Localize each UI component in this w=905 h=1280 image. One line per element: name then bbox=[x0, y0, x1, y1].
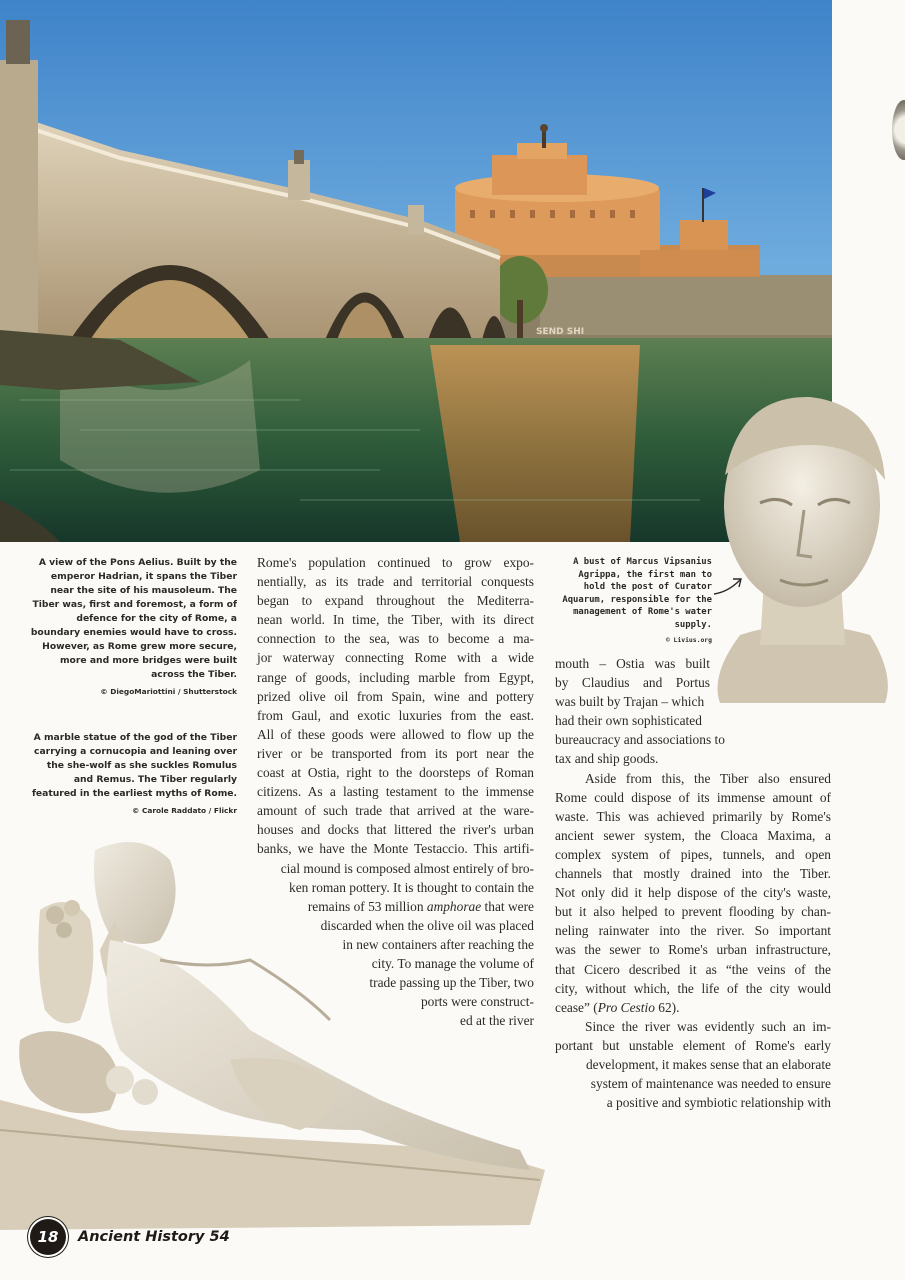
riverbank-graffiti: SEND SHI bbox=[536, 327, 585, 337]
text-line: Rome could dispose of its immense amount of bbox=[555, 789, 831, 805]
text-line: waste. This was achieved primarily by Rome's bbox=[555, 808, 831, 824]
text-line: neling rainwater into the river. So important bbox=[555, 923, 831, 939]
text-line: channels that mostly drained into the Tiber. bbox=[555, 866, 831, 882]
text-line: cial mound is composed almost entirely of bro- bbox=[280, 860, 534, 876]
flagpole bbox=[702, 188, 704, 222]
text-line: citizens. As a lasting testament to the immense bbox=[257, 784, 534, 800]
text-line: bureaucracy and associations to bbox=[555, 732, 725, 748]
text-line: was built by Trajan – which bbox=[555, 694, 705, 710]
text-line: nean world. In time, the Tiber, with its direct bbox=[257, 612, 534, 628]
coin-edge-image bbox=[892, 100, 905, 160]
caption-text: A bust of Marcus Vipsanius Agrippa, the first man to hold the post of Curator Aquarum, responsible for the management of Rome's water supply. bbox=[562, 557, 712, 630]
text-line: ed at the river bbox=[460, 1013, 534, 1029]
caption-text: A view of the Pons Aelius. Built by the emperor Hadrian, it spans the Tiber near the site of his mausoleum. The Tiber was, first and foremost, a form of defence for the city of Rome, a boundary enemies would have to cross. However, as Rome grew more secure, more and more bridges were built across the Tiber. bbox=[30, 557, 237, 680]
text-line: was the sewer to Rome's urban infrastructure, bbox=[555, 942, 831, 958]
page-footer bbox=[30, 1217, 230, 1257]
text-line: connection to the sea, was to become a ma- bbox=[257, 631, 534, 647]
text-line: mouth – Ostia was built bbox=[555, 656, 710, 671]
text-line: city. To manage the volume of bbox=[371, 955, 534, 971]
article-column-2 bbox=[555, 654, 831, 1112]
text-line: but it also helped to prevent flooding by chan- bbox=[555, 904, 831, 920]
text-line: banks, we have the Monte Testaccio. This artifi- bbox=[257, 841, 534, 857]
bust-illustration bbox=[700, 385, 905, 705]
paragraph bbox=[555, 769, 831, 1017]
text-line: by Claudius and Portus bbox=[555, 675, 710, 691]
text-line: houses and docks that littered the river's urban bbox=[257, 822, 534, 838]
agrippa-bust-image bbox=[700, 385, 905, 705]
text-line: from Gaul, and exotic luxuries from the east. bbox=[257, 707, 534, 723]
text-line: Not only did it help dispose of the city's waste, bbox=[555, 885, 831, 901]
caption-tiber-statue bbox=[28, 731, 237, 818]
photo-credit: © DiegoMariottini / Shutterstock bbox=[100, 687, 237, 696]
page-number-badge: 18 bbox=[30, 1219, 66, 1255]
text-line: All of these goods were allowed to flow up the bbox=[257, 726, 534, 742]
statue-illustration bbox=[0, 830, 560, 1230]
photo-credit: © Carole Raddato / Flickr bbox=[132, 806, 237, 815]
text-line: remains of 53 million amphorae that were bbox=[307, 898, 534, 914]
text-line: began to expand throughout the Mediterra- bbox=[257, 593, 534, 609]
caption-pons-aelius bbox=[28, 556, 237, 699]
paragraph bbox=[555, 1017, 831, 1112]
text-line: cease” (Pro Cestio 62). bbox=[555, 999, 680, 1015]
text-line: ken roman pottery. It is thought to contain the bbox=[289, 879, 534, 895]
text-line: jor waterway connecting Rome with a wide bbox=[257, 650, 534, 666]
photo-credit: © Livius.org bbox=[665, 635, 712, 644]
text-line: river or be transported from its port near the bbox=[257, 745, 534, 761]
text-line: complex system of pipes, tunnels, and open bbox=[555, 846, 831, 862]
text-line: that Cicero described it as “the veins of the bbox=[555, 961, 831, 977]
text-line: Since the river was evidently such an im- bbox=[585, 1018, 831, 1034]
text-line: amount of such trade that arrived at the ware- bbox=[257, 803, 534, 819]
text-line: system of maintenance was needed to ensure bbox=[590, 1076, 831, 1092]
text-line: development, it makes sense that an elaborate bbox=[585, 1056, 831, 1072]
tiber-god-statue-image bbox=[0, 830, 560, 1230]
text-line: a positive and symbiotic relationship with bbox=[606, 1095, 831, 1111]
text-line: trade passing up the Tiber, two bbox=[369, 975, 534, 991]
text-line: Aside from this, the Tiber also ensured bbox=[585, 770, 831, 786]
text-line: discarded when the olive oil was placed bbox=[320, 917, 534, 933]
text-line: prized olive oil from Spain, wine and pottery bbox=[257, 688, 534, 704]
text-line: in new containers after reaching the bbox=[342, 936, 534, 952]
caption-agrippa-bust bbox=[552, 556, 712, 646]
text-line: ports were construct- bbox=[420, 994, 534, 1010]
text-line: coast at Ostia, right to the doorsteps of Roman bbox=[257, 765, 534, 781]
text-line: nentially, as its trade and territorial conquests bbox=[257, 574, 534, 590]
text-line: Rome's population continued to grow expo- bbox=[257, 555, 534, 570]
text-line: city, without which, the life of the city would bbox=[555, 980, 831, 996]
text-line: had their own sophisticated bbox=[555, 713, 702, 729]
text-line: tax and ship goods. bbox=[555, 751, 659, 767]
magazine-title: Ancient History 54 bbox=[78, 1229, 230, 1245]
text-line: range of goods, including marble from Egypt, bbox=[257, 669, 534, 685]
caption-text: A marble statue of the god of the Tiber carrying a cornucopia and leaning over the she-wolf as she suckles Romulus and Remus. The Tiber regularly featured in the earliest myths of Rome. bbox=[31, 732, 237, 799]
text-line: ancient sewer system, the Cloaca Maxima, a bbox=[555, 827, 831, 843]
text-line: portant but unstable element of Rome's early bbox=[555, 1037, 831, 1053]
